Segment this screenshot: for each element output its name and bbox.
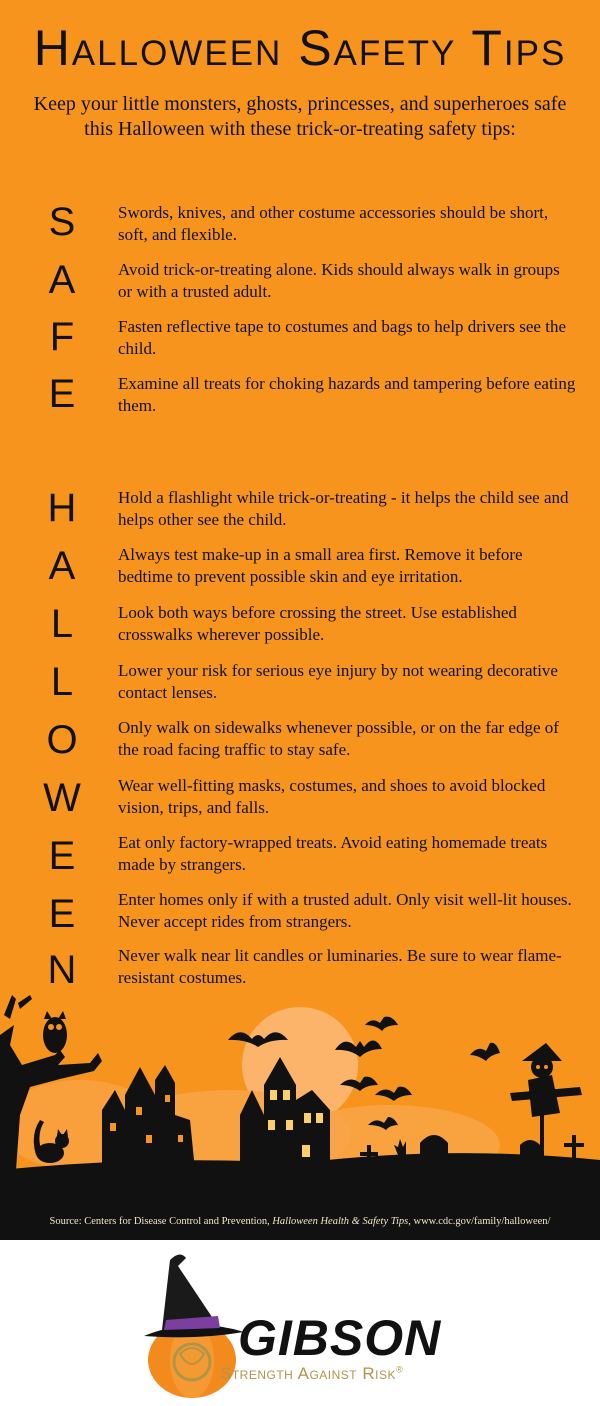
tip-item: Always test make-up in a small area first. Remove it before bedtime to prevent possible skin and eye irritation. [118,545,523,586]
haunted-house-icon [102,1065,195,1170]
tip-item: Wear well-fitting masks, costumes, and shoes to avoid blocked vision, trips, and falls. [118,776,546,817]
acrostic-letter: S [48,200,76,244]
gibson-logo [0,1240,600,1406]
source-citation: Source: Centers for Disease Control and Prevention, Halloween Health & Safety Tips, www.cdc.gov/family/halloween/ [49,1216,551,1227]
intro-text: Keep your little monsters, ghosts, princesses, and superheroes safe this Halloween with these trick-or-treating safety tips: [33,93,567,140]
tip-item: Never walk near lit candles or luminaries. Be sure to wear flame-resistant costumes. [118,946,562,987]
acrostic-letter: O [46,718,78,762]
page-title: Halloween Safety Tips [33,20,567,76]
tip-item: Swords, knives, and other costume accessories should be short, soft, and flexible. [118,203,549,244]
acrostic-letter: W [43,776,81,820]
owl-icon [43,1011,67,1053]
tip-item: Look both ways before crossing the street. Use established crosswalks wherever possible. [118,603,517,644]
tip-item: Only walk on sidewalks whenever possible, or on the far edge of the road facing traffic to stay safe. [118,718,559,759]
acrostic-letter: L [50,602,74,646]
acrostic-letter: H [47,486,77,530]
tip-item: Eat only factory-wrapped treats. Avoid eating homemade treats made by strangers. [118,833,548,874]
brand-name: GIBSON [238,1310,442,1366]
tip-item: Examine all treats for choking hazards and tampering before eating them. [118,374,576,415]
acrostic-letter: E [48,892,76,936]
acrostic-letter: E [48,372,76,416]
acrostic-letter: A [48,544,76,588]
tip-item: Enter homes only if with a trusted adult. Only visit well-lit houses. Never accept rides from strangers. [118,890,572,931]
brand-tagline: Strength Against Risk® [220,1364,404,1383]
source-title: Halloween Health & Safety Tips [272,1216,409,1227]
acrostic-letter: L [50,660,74,704]
haunted-town-illustration [0,995,600,1240]
acrostic-letter: E [48,834,76,878]
acrostic-letter: F [49,315,75,359]
tip-item: Hold a flashlight while trick-or-treating - it helps the child see and helps other see the child. [118,488,569,529]
acrostic-letter: A [48,258,76,302]
tip-item: Avoid trick-or-treating alone. Kids should always walk in groups or with a trusted adult. [118,260,560,301]
tip-item: Lower your risk for serious eye injury by not wearing decorative contact lenses. [118,661,558,702]
acrostic-letter: N [47,948,77,992]
tip-item: Fasten reflective tape to costumes and bags to help drivers see the child. [118,317,566,358]
